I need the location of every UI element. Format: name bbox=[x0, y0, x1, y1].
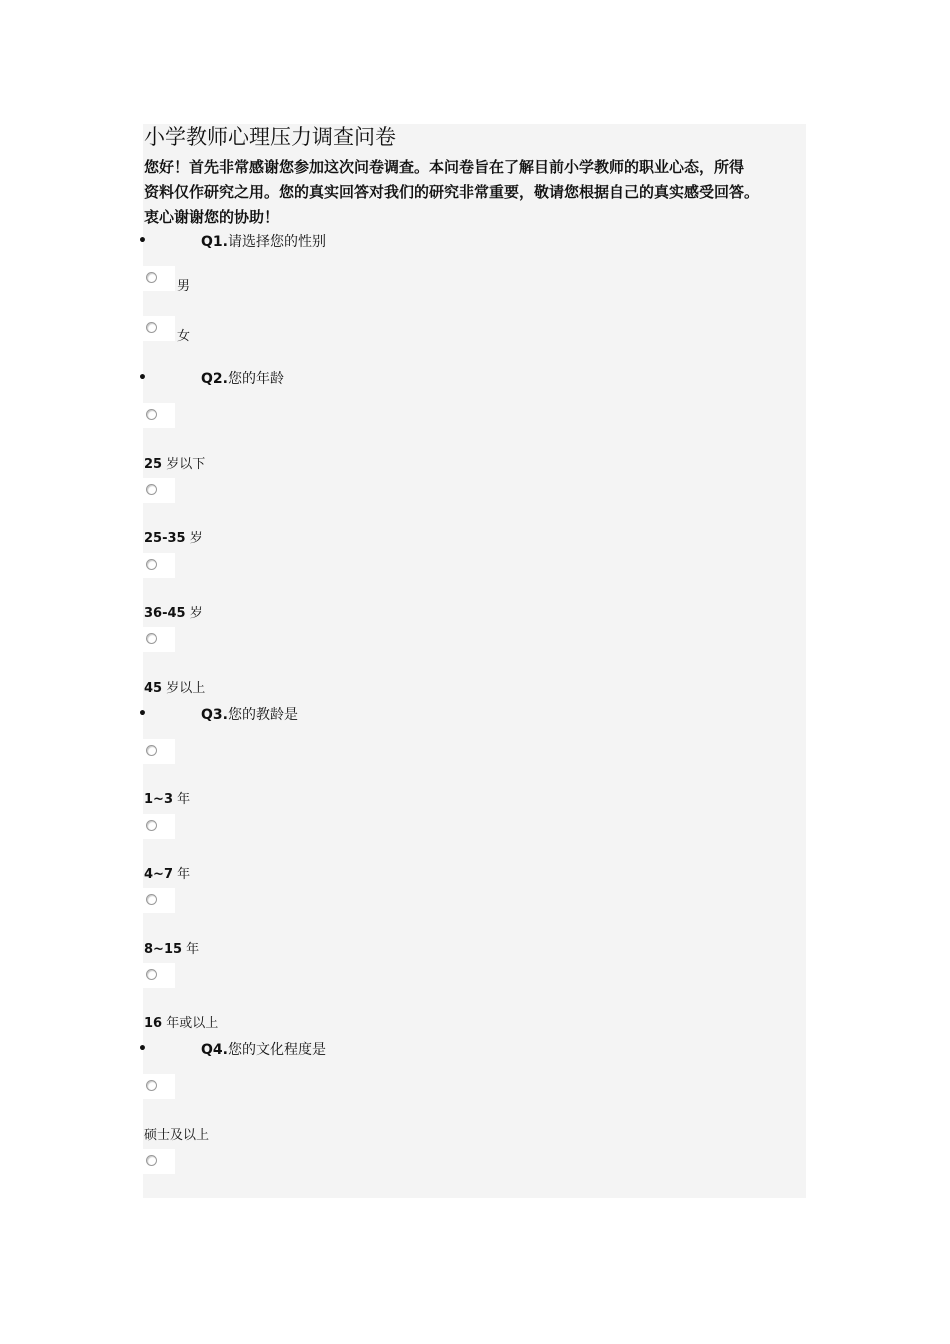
bullet-icon: • bbox=[138, 706, 147, 722]
bullet-icon: • bbox=[138, 1041, 147, 1057]
option-label: 25-35 岁 bbox=[144, 531, 203, 546]
radio-option-education-2[interactable] bbox=[143, 1149, 175, 1174]
radio-button-icon[interactable] bbox=[146, 969, 157, 980]
radio-option-tenure-3[interactable] bbox=[143, 888, 175, 913]
radio-button-icon[interactable] bbox=[146, 559, 157, 570]
option-label: 4~7 年 bbox=[144, 867, 191, 882]
radio-option-tenure-4[interactable] bbox=[143, 963, 175, 988]
radio-button-icon[interactable] bbox=[146, 409, 157, 420]
radio-button-icon[interactable] bbox=[146, 820, 157, 831]
question-1 bbox=[201, 233, 326, 251]
intro-line-2: 资料仅作研究之用。您的真实回答对我们的研究非常重要，敬请您根据自己的真实感受回答。 bbox=[144, 183, 760, 201]
radio-button-icon[interactable] bbox=[146, 322, 157, 333]
option-label: 男 bbox=[177, 279, 191, 294]
radio-button-icon[interactable] bbox=[146, 633, 157, 644]
question-number: Q2. bbox=[201, 371, 228, 387]
bullet-icon: • bbox=[138, 233, 147, 249]
option-label: 16 年或以上 bbox=[144, 1016, 219, 1031]
radio-option-age-1[interactable] bbox=[143, 403, 175, 428]
radio-option-tenure-1[interactable] bbox=[143, 739, 175, 764]
radio-option-age-3[interactable] bbox=[143, 553, 175, 578]
option-label: 25 岁以下 bbox=[144, 457, 206, 472]
radio-option-age-2[interactable] bbox=[143, 478, 175, 503]
option-label: 8~15 年 bbox=[144, 942, 200, 957]
radio-option-tenure-2[interactable] bbox=[143, 814, 175, 839]
question-text: 您的文化程度是 bbox=[227, 1042, 326, 1058]
radio-button-icon[interactable] bbox=[146, 272, 157, 283]
question-number: Q4. bbox=[201, 1042, 228, 1058]
option-label: 硕士及以上 bbox=[144, 1128, 210, 1143]
option-label: 36-45 岁 bbox=[144, 606, 203, 621]
option-label: 1~3 年 bbox=[144, 792, 191, 807]
question-4 bbox=[201, 1041, 326, 1059]
intro-line-3: 衷心谢谢您的协助！ bbox=[144, 208, 280, 226]
option-label: 45 岁以上 bbox=[144, 681, 206, 696]
radio-option-female[interactable] bbox=[143, 316, 175, 341]
question-2 bbox=[201, 370, 284, 388]
bullet-icon: • bbox=[138, 370, 147, 386]
question-3 bbox=[201, 706, 298, 724]
radio-option-education-1[interactable] bbox=[143, 1074, 175, 1099]
question-text: 您的年龄 bbox=[227, 371, 284, 387]
radio-button-icon[interactable] bbox=[146, 1155, 157, 1166]
question-number: Q3. bbox=[201, 707, 228, 723]
survey-panel bbox=[143, 124, 806, 1198]
intro-line-1: 您好！首先非常感谢您参加这次问卷调查。本问卷旨在了解目前小学教师的职业心态，所得 bbox=[144, 158, 745, 176]
option-label: 女 bbox=[177, 329, 191, 344]
radio-button-icon[interactable] bbox=[146, 1080, 157, 1091]
radio-option-male[interactable] bbox=[143, 266, 175, 291]
question-number: Q1. bbox=[201, 234, 228, 250]
radio-button-icon[interactable] bbox=[146, 745, 157, 756]
survey-title: 小学教师心理压力调查问卷 bbox=[144, 125, 396, 149]
question-text: 您的教龄是 bbox=[227, 707, 298, 723]
radio-button-icon[interactable] bbox=[146, 484, 157, 495]
radio-button-icon[interactable] bbox=[146, 894, 157, 905]
radio-option-age-4[interactable] bbox=[143, 627, 175, 652]
question-text: 请选择您的性别 bbox=[227, 234, 326, 250]
